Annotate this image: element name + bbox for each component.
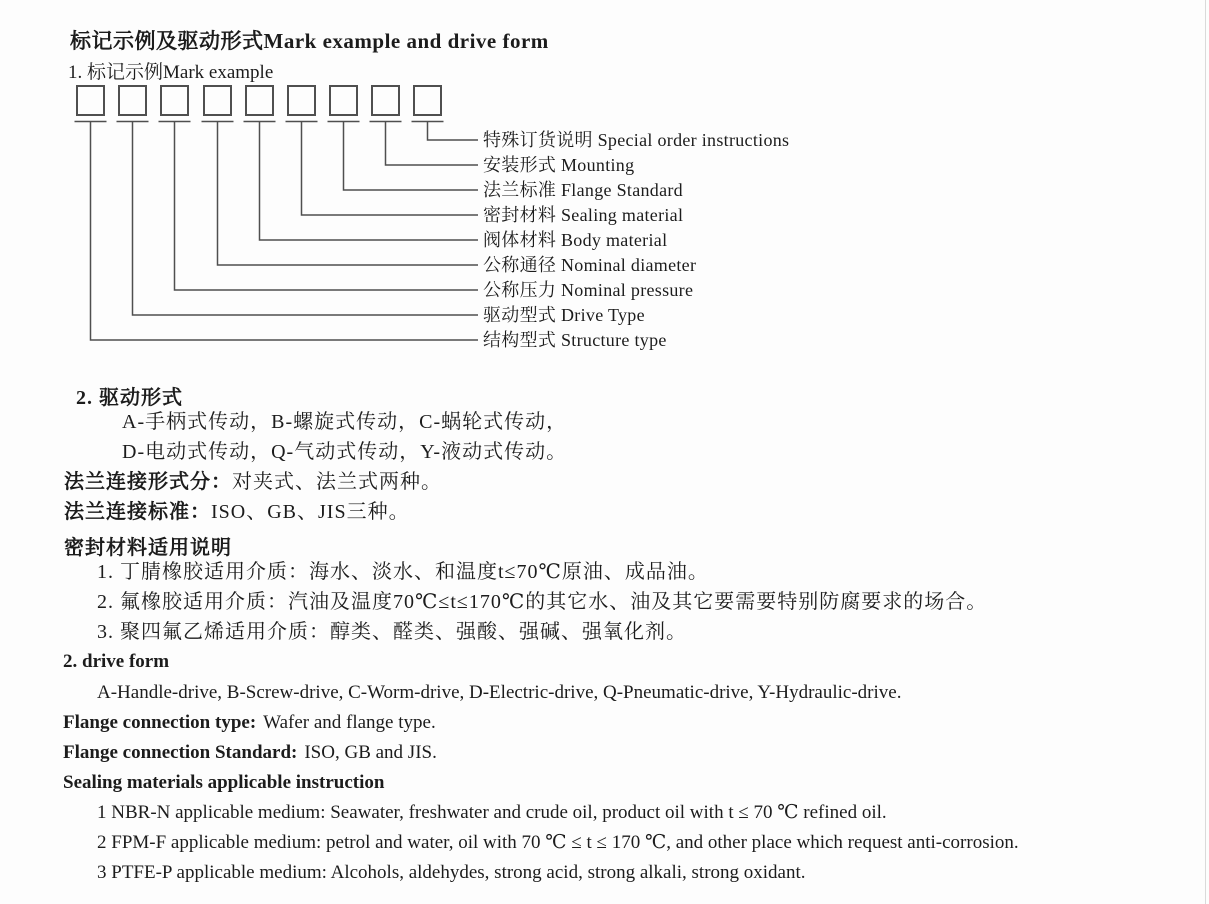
flange-type-cn <box>64 471 442 493</box>
mark-box-7 <box>330 86 357 115</box>
flange-type-en-label: Flange connection type: <box>63 712 257 733</box>
flange-type-cn-label: 法兰连接形式分： <box>64 471 232 493</box>
drive-form-en-heading: 2. drive form <box>63 651 170 672</box>
diagram-label-special-order: 特殊订货说明 Special order instructions <box>483 130 790 150</box>
mark-box-3 <box>161 86 188 115</box>
flange-type-en-value: Wafer and flange type. <box>263 712 436 733</box>
page-edge-line <box>1205 0 1206 904</box>
sealing-cn-item-3: 3. 聚四氟乙烯适用介质：醇类、醛类、强酸、强碱、强氧化剂。 <box>97 621 687 643</box>
diagram-label-nominal-pressure: 公称压力 Nominal pressure <box>483 280 694 300</box>
flange-type-en <box>63 712 436 734</box>
drive-form-cn-heading: 2. 驱动形式 <box>76 387 183 409</box>
diagram-label-body-material: 阀体材料 Body material <box>483 230 668 250</box>
flange-standard-cn <box>64 501 410 523</box>
mark-box-9 <box>414 86 441 115</box>
diagram-label-flange-standard: 法兰标准 Flange Standard <box>483 180 683 200</box>
drive-form-cn-line2: D-电动式传动，Q-气动式传动，Y-液动式传动。 <box>122 441 568 463</box>
flange-standard-cn-label: 法兰连接标准： <box>64 501 211 523</box>
sealing-en-item-3: 3 PTFE-P applicable medium: Alcohols, aldehydes, strong acid, strong alkali, strong oxidant. <box>97 862 806 883</box>
flange-standard-en-label: Flange connection Standard: <box>63 742 298 763</box>
flange-standard-cn-value: ISO、GB、JIS三种。 <box>211 501 410 523</box>
mark-box-6 <box>288 86 315 115</box>
drive-form-en-line1: A-Handle-drive, B-Screw-drive, C-Worm-drive, D-Electric-drive, Q-Pneumatic-drive, Y-Hydraulic-drive. <box>97 682 902 703</box>
mark-box-8 <box>372 86 399 115</box>
flange-type-cn-value: 对夹式、法兰式两种。 <box>232 471 442 493</box>
diagram-label-sealing-material: 密封材料 Sealing material <box>483 205 684 225</box>
diagram-label-nominal-diameter: 公称通径 Nominal diameter <box>483 255 697 275</box>
mark-example-heading: 1. 标记示例Mark example <box>68 62 274 83</box>
sealing-cn-item-1: 1. 丁腈橡胶适用介质：海水、淡水、和温度t≤70℃原油、成品油。 <box>97 561 709 583</box>
flange-standard-en <box>63 742 437 764</box>
diagram-label-mounting: 安装形式 Mounting <box>483 155 635 175</box>
sealing-en-heading: Sealing materials applicable instruction <box>63 772 385 793</box>
sealing-cn-heading: 密封材料适用说明 <box>64 537 232 559</box>
sealing-cn-item-2: 2. 氟橡胶适用介质：汽油及温度70℃≤t≤170℃的其它水、油及其它要需要特别防腐要求的场合。 <box>97 591 988 613</box>
mark-box-1 <box>77 86 104 115</box>
page-title: 标记示例及驱动形式Mark example and drive form <box>70 29 549 53</box>
sealing-en-item-1: 1 NBR-N applicable medium: Seawater, freshwater and crude oil, product oil with t ≤ 70 ℃ refined oil. <box>97 802 887 823</box>
flange-standard-en-value: ISO, GB and JIS. <box>304 742 437 763</box>
diagram-label-structure-type: 结构型式 Structure type <box>483 330 667 350</box>
mark-box-2 <box>119 86 146 115</box>
connector-lines <box>91 122 479 341</box>
drive-form-cn-line1: A-手柄式传动，B-螺旋式传动，C-蜗轮式传动， <box>122 411 568 433</box>
mark-box-5 <box>246 86 273 115</box>
sealing-en-item-2: 2 FPM-F applicable medium: petrol and water, oil with 70 ℃ ≤ t ≤ 170 ℃, and other place which request anti-corrosion. <box>97 832 1019 853</box>
mark-box-4 <box>204 86 231 115</box>
diagram-label-drive-type: 驱动型式 Drive Type <box>483 305 645 325</box>
